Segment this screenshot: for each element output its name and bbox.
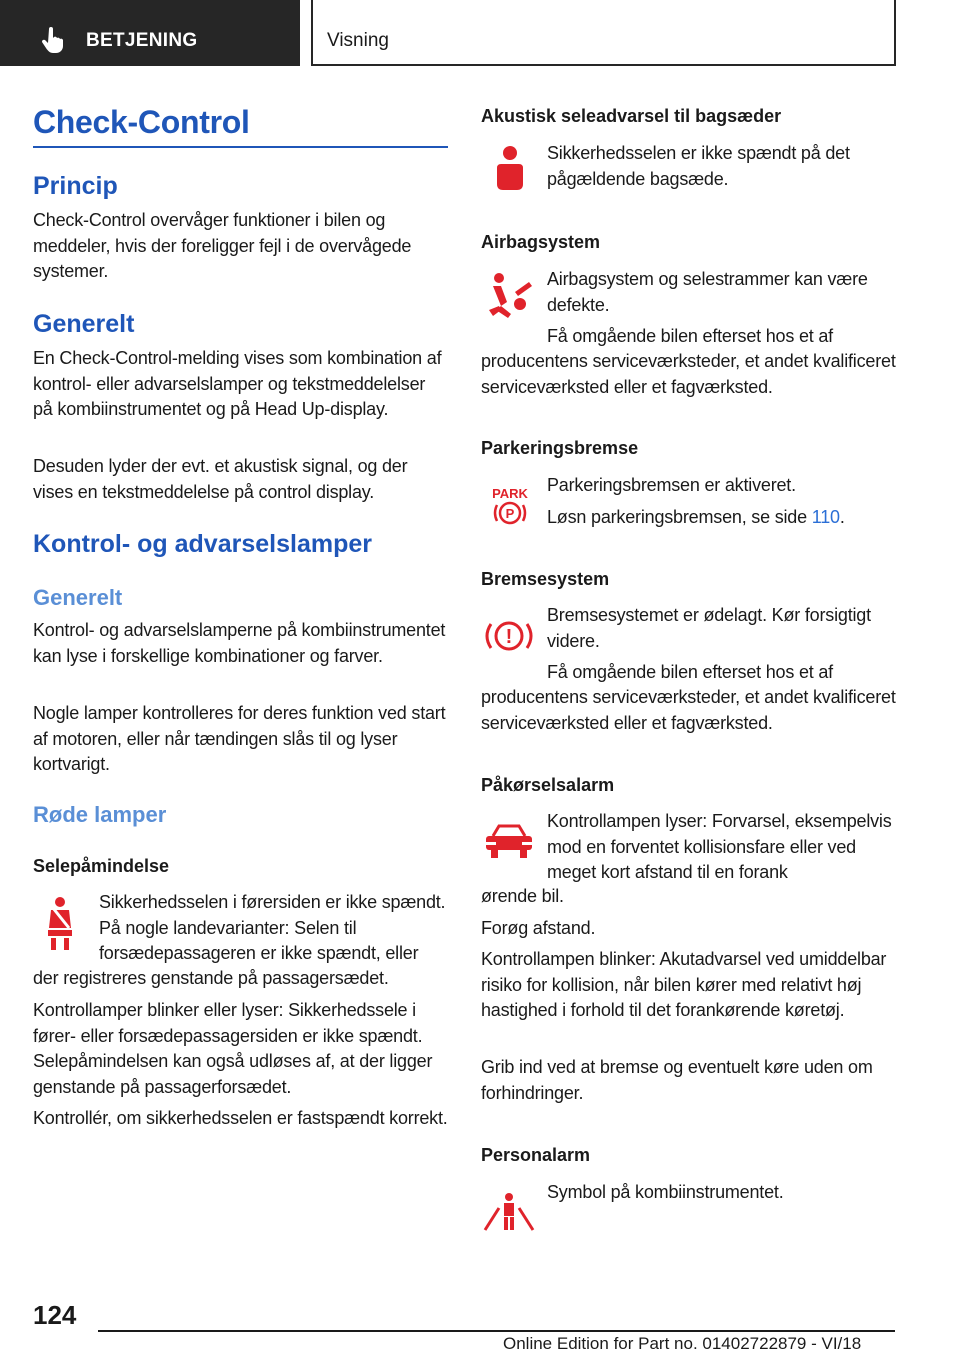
akustisk-text: Sikkerhedsselen er ikke spændt på det pågældende bagsæde. bbox=[547, 143, 850, 189]
rear-seatbelt-icon bbox=[493, 144, 527, 196]
generelt2-text-2: Nogle lamper kontrolleres for deres funktion ved start af motoren, eller når tændingen slås til og lyser kortvarigt. bbox=[33, 703, 446, 774]
parking-brake-icon bbox=[491, 485, 529, 527]
heading-bremsesystem: Bremsesystem bbox=[481, 569, 610, 589]
hand-pointer-icon bbox=[40, 26, 68, 54]
selepaamindelse-text-3: Kontrollér, om sikkerhedsselen er fastspændt korrekt. bbox=[33, 1108, 448, 1128]
heading-selepaamindelse: Selepåmindelse bbox=[33, 856, 170, 876]
personal-text: Symbol på kombiinstrumentet. bbox=[547, 1182, 784, 1202]
paakorsel-text-1: Kontrollampen lyser: Forvarsel, eksempelvis mod en forventet kollisionsfare eller ved meget kort afstand til en forank bbox=[547, 811, 892, 882]
airbag-text-2: Få omgående bilen efterset hos et af bbox=[547, 326, 833, 346]
section-label: BETJENING bbox=[86, 30, 198, 51]
subsection-label: Visning bbox=[327, 30, 389, 51]
title-rule bbox=[33, 146, 448, 148]
bremse-text-2-tail: producentens serviceværksteder, et andet kvalificeret serviceværksted eller et fagværksted. bbox=[481, 687, 896, 733]
subsection-tab[interactable] bbox=[311, 0, 896, 66]
airbag-text-2-tail: producentens serviceværksteder, et andet kvalificeret serviceværksted eller et fagværksted. bbox=[481, 351, 896, 397]
page-number: 124 bbox=[33, 1300, 77, 1330]
heading-paakorsel: Påkørselsalarm bbox=[481, 775, 615, 795]
seatbelt-warning-icon bbox=[43, 896, 77, 950]
park-text-1: Parkeringsbremsen er aktiveret. bbox=[547, 475, 796, 495]
park-text-2-prefix: Løsn parkeringsbremsen, se side bbox=[547, 507, 812, 527]
footer-edition: Online Edition for Part no. 01402722879 - VI/18 bbox=[503, 1334, 862, 1353]
heading-airbag: Airbagsystem bbox=[481, 232, 601, 252]
heading-kontrol: Kontrol- og advarselslamper bbox=[33, 530, 372, 558]
section-tab[interactable] bbox=[0, 0, 300, 66]
generelt-text-2: Desuden lyder der evt. et akustisk signal, og der vises en tekstmeddelelse på control display. bbox=[33, 456, 408, 502]
heading-generelt-2: Generelt bbox=[33, 585, 123, 610]
heading-akustisk: Akustisk seleadvarsel til bagsæder bbox=[481, 106, 782, 126]
pedestrian-warning-icon bbox=[483, 1192, 535, 1232]
airbag-warning-icon bbox=[485, 270, 535, 324]
princip-text: Check-Control overvåger funktioner i bilen og meddeler, hvis der foreligger fejl i de overvågede systemer. bbox=[33, 210, 412, 281]
brake-system-warning-icon bbox=[483, 616, 535, 656]
generelt2-text-1: Kontrol- og advarselslamperne på kombiinstrumentet kan lyse i forskellige kombinationer og farver. bbox=[33, 620, 446, 666]
heading-rode-lamper: Røde lamper bbox=[33, 802, 167, 827]
paakorsel-text-1-tail: ørende bil. bbox=[481, 886, 564, 906]
heading-generelt: Generelt bbox=[33, 310, 135, 338]
selepaamindelse-text-2: Kontrollamper blinker eller lyser: Sikkerhedssele i fører- eller forsædepassagersiden er ikke spændt. Selepåmindelsen kan også udløses af, at der ligger genstande på passagerforsædet. bbox=[33, 1000, 433, 1097]
heading-parkeringsbremse: Parkeringsbremse bbox=[481, 438, 639, 458]
page-title: Check-Control bbox=[33, 104, 250, 140]
brake-icon-letter: ! bbox=[505, 626, 513, 648]
park-icon-label: PARK bbox=[492, 486, 528, 501]
paakorsel-text-2: Forøg afstand. bbox=[481, 918, 596, 938]
paakorsel-text-3: Kontrollampen blinker: Akutadvarsel ved umiddelbar risiko for kollision, når bilen kører med relativt høj hastighed i forhold til det forankørende køretøj. bbox=[481, 949, 887, 1020]
paakorsel-text-4: Grib ind ved at bremse og eventuelt køre uden om forhindringer. bbox=[481, 1057, 873, 1103]
generelt-text-1: En Check-Control-melding vises som kombination af kontrol- eller advarselslamper og tekstmeddelelser på kombiinstrumentet og på Head Up-display. bbox=[33, 348, 442, 419]
selepaamindelse-text-1-tail: der registreres genstande på passagersædet. bbox=[33, 968, 389, 988]
heading-personalarm: Personalarm bbox=[481, 1145, 591, 1165]
bremse-text-2: Få omgående bilen efterset hos et af bbox=[547, 662, 833, 682]
footer-rule bbox=[98, 1330, 895, 1332]
park-text-2-suffix: . bbox=[839, 507, 845, 527]
park-icon-letter: P bbox=[505, 506, 515, 521]
heading-princip: Princip bbox=[33, 172, 118, 200]
park-text-2 bbox=[547, 505, 901, 531]
bremse-text: Bremsesystemet er ødelagt. Kør forsigtigt videre. bbox=[547, 605, 871, 651]
collision-warning-car-icon bbox=[483, 820, 535, 862]
selepaamindelse-text-1: Sikkerhedsselen i førersiden er ikke spændt. På nogle landevarianter: Selen til forsædepassageren er ikke spændt, eller bbox=[99, 892, 446, 963]
page-link-110[interactable]: 110 bbox=[811, 507, 840, 527]
airbag-text: Airbagsystem og selestrammer kan være defekte. bbox=[547, 269, 868, 315]
